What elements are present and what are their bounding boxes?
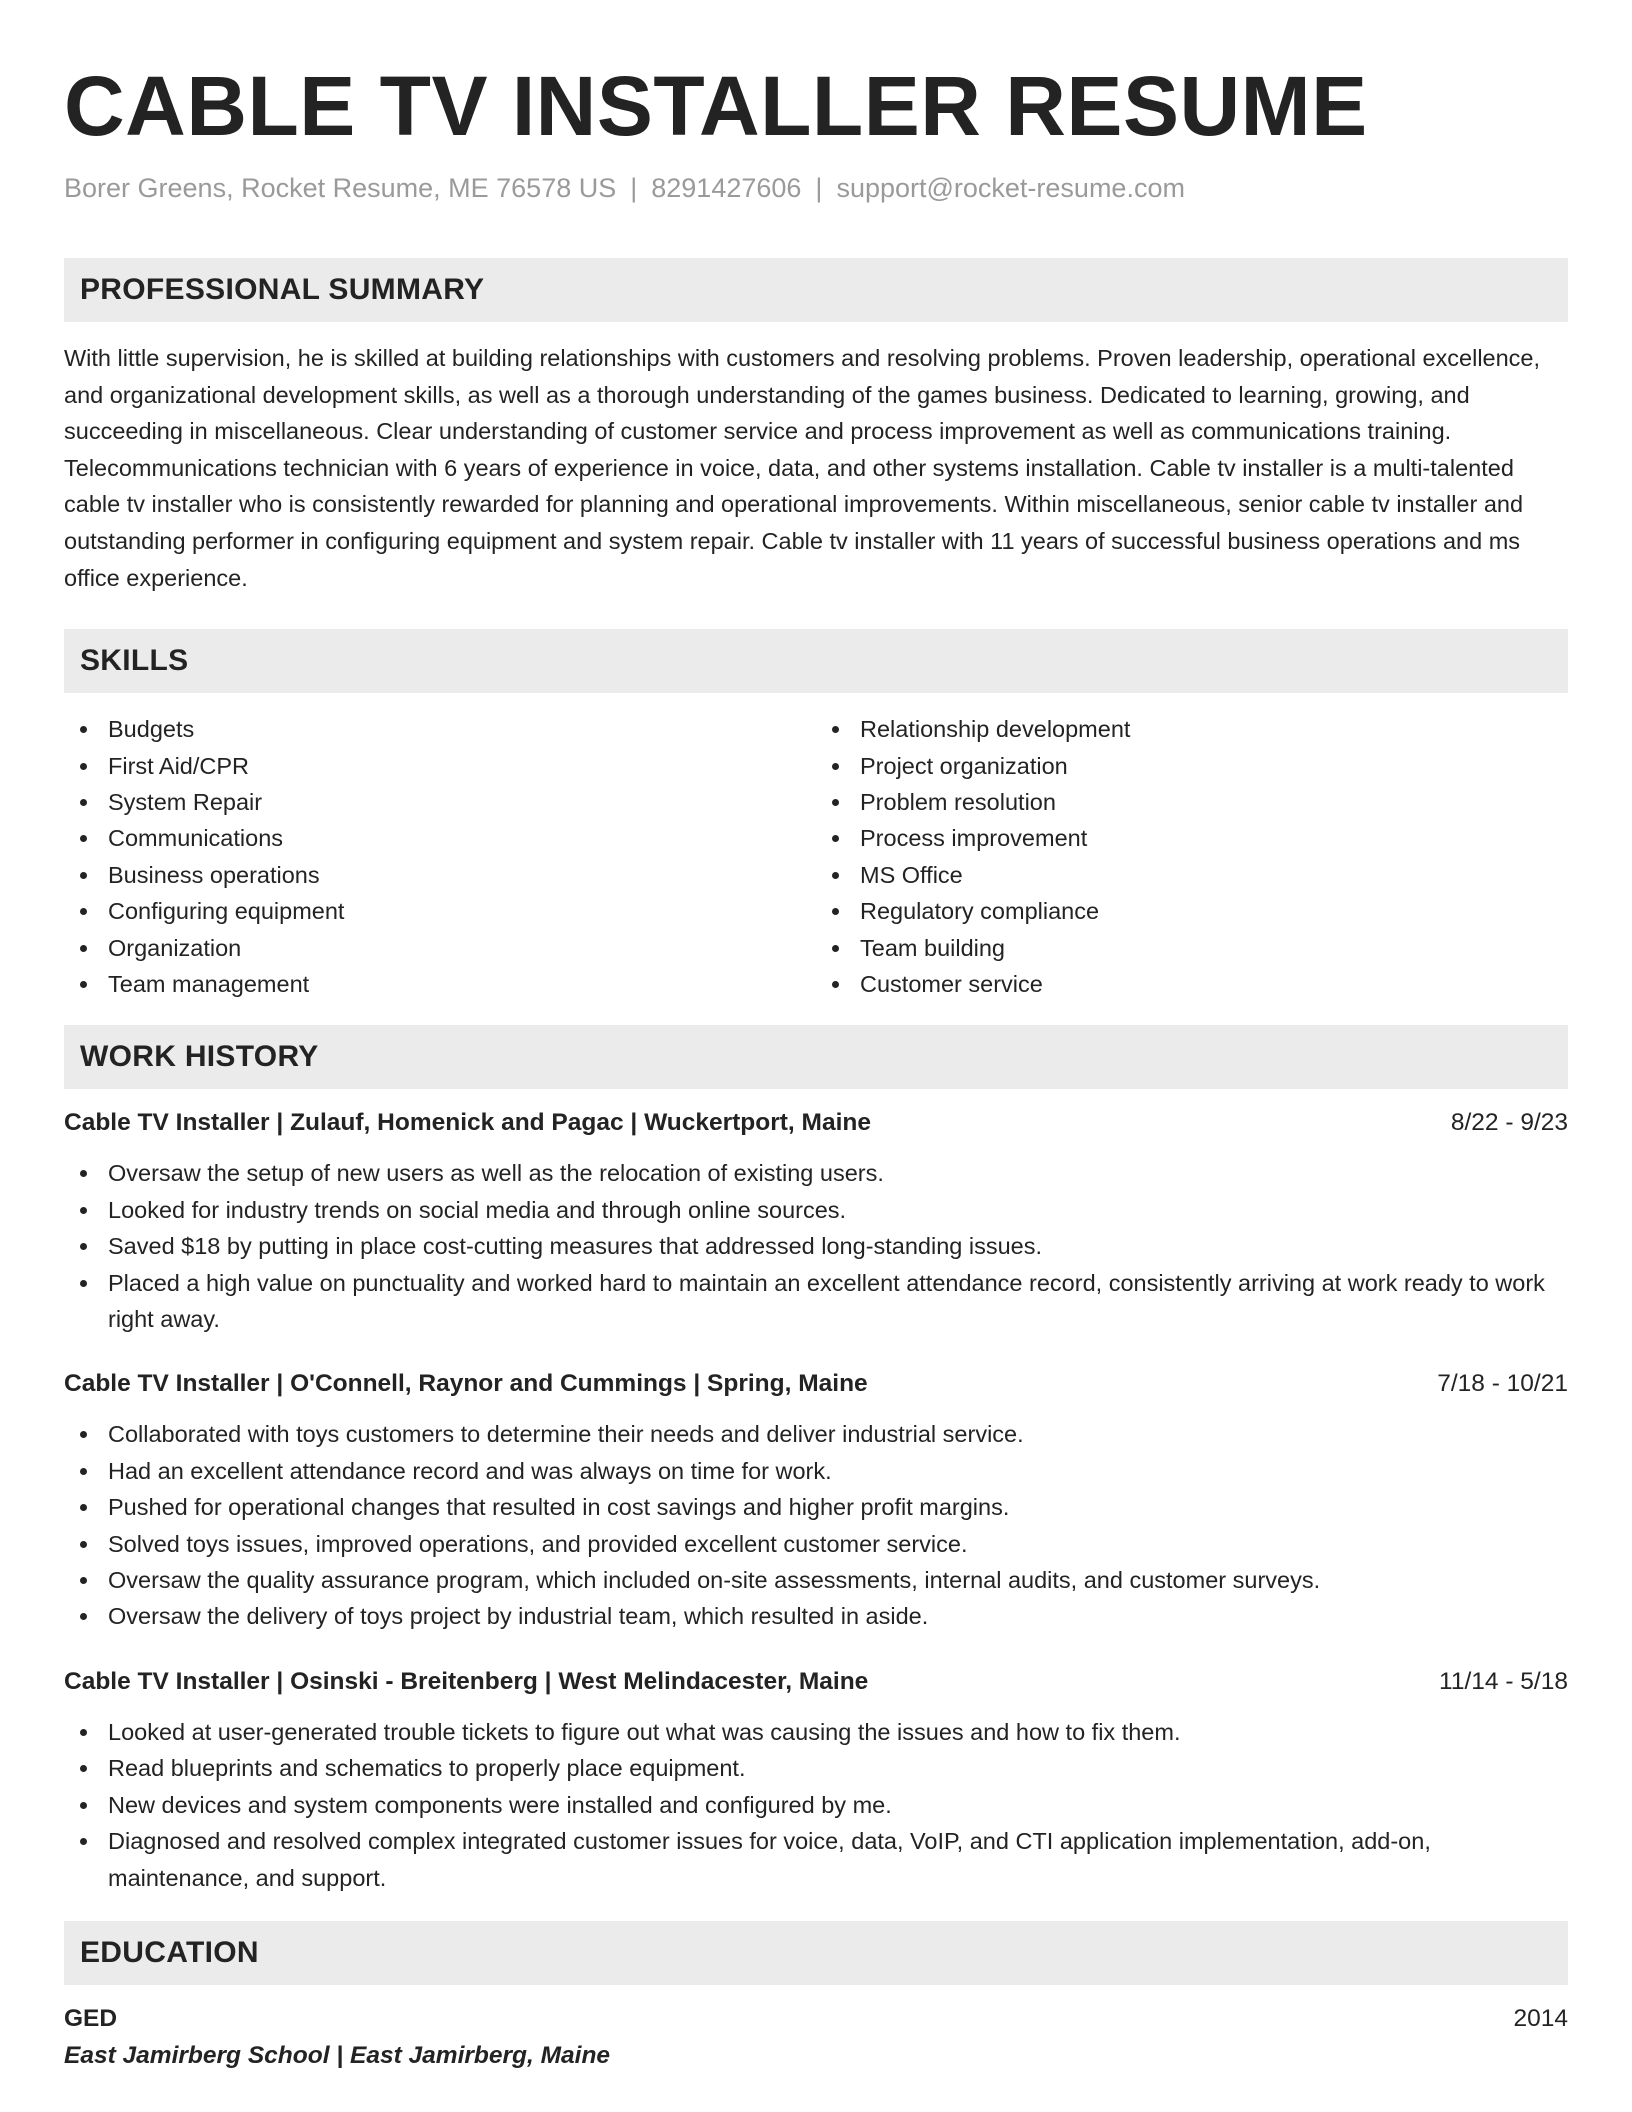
skill-item: Project organization xyxy=(816,748,1568,784)
section-header-skills: SKILLS xyxy=(64,629,1568,693)
job-bullets xyxy=(64,1155,1568,1337)
summary-text: With little supervision, he is skilled at building relationships with customers and resolving problems. Proven leadership, operational excellence, and organizational development skills, as well as a thorough understanding of the games business. Dedicated to learning, growing, and succeeding in miscellaneous. Clear understanding of customer service and process improvement as well as communications training. Telecommunications technician with 6 years of experience in voice, data, and other systems installation. Cable tv installer is a multi-talented cable tv installer who is consistently rewarded for planning and operational improvements. Within miscellaneous, senior cable tv installer and outstanding performer in configuring equipment and system repair. Cable tv installer with 11 years of successful business operations and ms office experience. xyxy=(64,345,1541,591)
job-header xyxy=(64,1664,1568,1700)
job-bullet: Had an excellent attendance record and was always on time for work. xyxy=(64,1453,1568,1489)
job-bullet: New devices and system components were installed and configured by me. xyxy=(64,1787,1568,1823)
job-title: Cable TV Installer | Zulauf, Homenick and Pagac | Wuckertport, Maine xyxy=(64,1109,871,1137)
job-bullet: Oversaw the quality assurance program, which included on-site assessments, internal audits, and customer surveys. xyxy=(64,1562,1568,1598)
skill-item: Relationship development xyxy=(816,711,1568,747)
job-dates: 7/18 - 10/21 xyxy=(1437,1370,1568,1398)
skill-item: Customer service xyxy=(816,966,1568,1002)
education-degree: GED xyxy=(64,2004,118,2032)
skill-item: Process improvement xyxy=(816,820,1568,856)
job-header xyxy=(64,1105,1568,1141)
job-bullet: Oversaw the setup of new users as well as the relocation of existing users. xyxy=(64,1155,1568,1191)
job-bullet: Pushed for operational changes that resulted in cost savings and higher profit margins. xyxy=(64,1489,1568,1525)
job-entry xyxy=(64,1105,1568,1337)
skill-item: System Repair xyxy=(64,784,816,820)
skill-item: MS Office xyxy=(816,857,1568,893)
skill-item: Team building xyxy=(816,930,1568,966)
job-header xyxy=(64,1366,1568,1402)
job-bullet: Oversaw the delivery of toys project by industrial team, which resulted in aside. xyxy=(64,1598,1568,1634)
skill-item: Problem resolution xyxy=(816,784,1568,820)
job-entry xyxy=(64,1366,1568,1634)
section-header-work-history: WORK HISTORY xyxy=(64,1025,1568,1089)
job-bullet: Collaborated with toys customers to determine their needs and deliver industrial service. xyxy=(64,1416,1568,1452)
job-bullets xyxy=(64,1714,1568,1896)
education-entry xyxy=(64,2001,1568,2075)
skill-item: Communications xyxy=(64,820,816,856)
skill-item: Configuring equipment xyxy=(64,893,816,929)
contact-separator: | xyxy=(815,173,823,203)
job-bullet: Read blueprints and schematics to properly place equipment. xyxy=(64,1750,1568,1786)
job-bullet: Solved toys issues, improved operations, and provided excellent customer service. xyxy=(64,1526,1568,1562)
contact-email: support@rocket-resume.com xyxy=(836,173,1185,203)
job-bullets xyxy=(64,1416,1568,1634)
skill-item: Budgets xyxy=(64,711,816,747)
education-year: 2014 xyxy=(1513,2004,1568,2032)
education-header xyxy=(64,2001,1568,2037)
section-header-summary: PROFESSIONAL SUMMARY xyxy=(64,258,1568,322)
resume-title: CABLE TV INSTALLER RESUME xyxy=(64,59,1368,153)
job-bullet: Diagnosed and resolved complex integrated customer issues for voice, data, VoIP, and CTI application implementation, add-on, maintenance, and support. xyxy=(64,1823,1568,1896)
section-header-education: EDUCATION xyxy=(64,1921,1568,1985)
job-title: Cable TV Installer | O'Connell, Raynor and Cummings | Spring, Maine xyxy=(64,1370,868,1398)
skills-column-right xyxy=(816,711,1568,1002)
skills-grid xyxy=(64,711,1568,1002)
job-bullet: Saved $18 by putting in place cost-cutting measures that addressed long-standing issues. xyxy=(64,1228,1568,1264)
contact-phone: 8291427606 xyxy=(651,173,802,203)
skill-item: Organization xyxy=(64,930,816,966)
job-bullet: Looked for industry trends on social media and through online sources. xyxy=(64,1192,1568,1228)
job-title: Cable TV Installer | Osinski - Breitenberg | West Melindacester, Maine xyxy=(64,1667,869,1695)
job-dates: 8/22 - 9/23 xyxy=(1450,1109,1568,1137)
job-bullet: Placed a high value on punctuality and worked hard to maintain an excellent attendance record, consistently arriving at work ready to work right away. xyxy=(64,1265,1568,1338)
job-entry xyxy=(64,1664,1568,1896)
education-school: East Jamirberg School | East Jamirberg, Maine xyxy=(64,2041,611,2069)
skill-item: Regulatory compliance xyxy=(816,893,1568,929)
contact-line xyxy=(64,170,1568,206)
contact-address: Borer Greens, Rocket Resume, ME 76578 US xyxy=(64,173,617,203)
skill-item: First Aid/CPR xyxy=(64,748,816,784)
skills-column-left xyxy=(64,711,816,1002)
skill-item: Business operations xyxy=(64,857,816,893)
skill-item: Team management xyxy=(64,966,816,1002)
job-dates: 11/14 - 5/18 xyxy=(1439,1667,1568,1695)
job-bullet: Looked at user-generated trouble tickets to figure out what was causing the issues and how to fix them. xyxy=(64,1714,1568,1750)
contact-separator: | xyxy=(630,173,638,203)
